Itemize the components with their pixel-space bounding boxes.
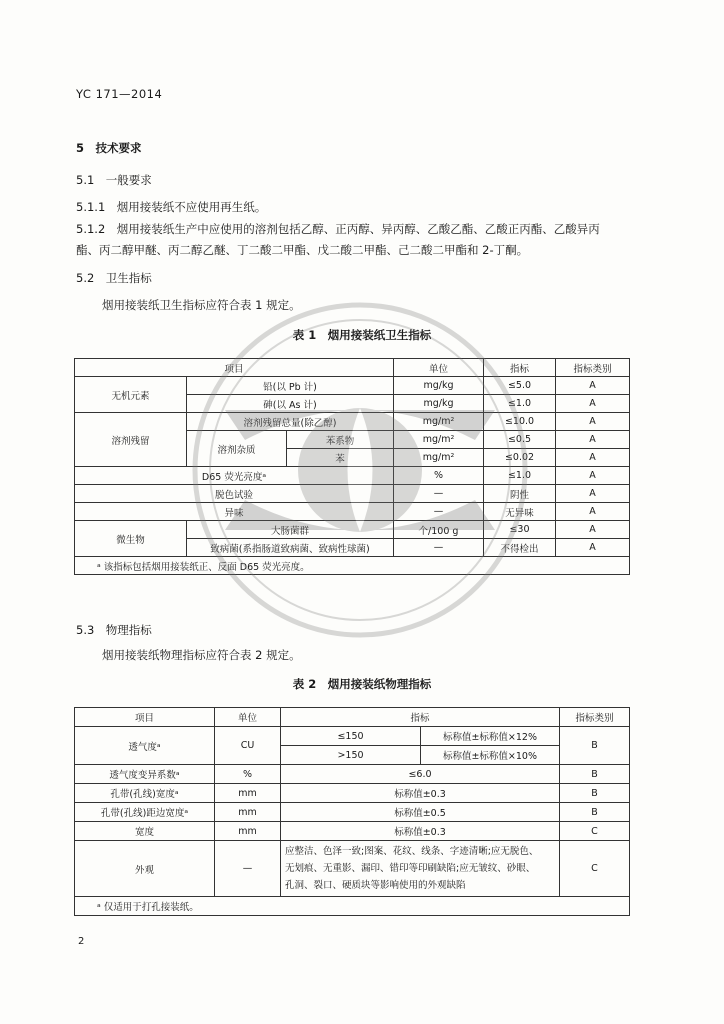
table-row [75, 485, 630, 503]
section-5-2-heading: 5.2 卫生指标 [76, 271, 152, 285]
cell-limit: 不得检出 [484, 539, 556, 557]
cell-limit: 标称值±0.5 [281, 803, 560, 822]
cell-limit: 阴性 [484, 485, 556, 503]
table-row [75, 803, 630, 822]
table-header: 指标类别 [560, 708, 630, 727]
para-5-2: 烟用接装纸卫生指标应符合表 1 规定。 [102, 298, 301, 312]
section-5-3-heading: 5.3 物理指标 [76, 623, 152, 637]
cell-unit: mg/m² [394, 413, 484, 431]
cell-unit: 个/100 g [394, 521, 484, 539]
cell-limit: ≤1.0 [484, 395, 556, 413]
page-number: 2 [78, 936, 85, 947]
cell-unit: — [394, 485, 484, 503]
cell-unit: mm [215, 803, 281, 822]
table1-caption: 表 1 烟用接装纸卫生指标 [292, 328, 432, 342]
table-row [75, 765, 630, 784]
subgroup-label: 溶剂杂质 [187, 431, 287, 467]
cell-limit: ≤30 [484, 521, 556, 539]
cell-unit: % [215, 765, 281, 784]
table-row [75, 841, 630, 897]
para-5-1-2-line2: 酯、丙二醇甲醚、丙二醇乙醚、丁二酸二甲酯、戊二酸二甲酯、己二酸二甲酯和 2-丁酮。 [76, 243, 529, 257]
cell-item: 透气度ᵃ [75, 727, 215, 765]
table-row [75, 467, 630, 485]
cell-unit: mg/kg [394, 377, 484, 395]
cell-category: A [556, 521, 630, 539]
cell-unit: — [394, 539, 484, 557]
cell-item: 大肠菌群 [187, 521, 394, 539]
table2-caption: 表 2 烟用接装纸物理指标 [292, 677, 432, 691]
table-header: 项目 [75, 708, 215, 727]
cell-item: 砷(以 As 计) [187, 395, 394, 413]
cell-item: 透气度变异系数ᵃ [75, 765, 215, 784]
table2-footnote: ᵃ 仅适用于打孔接装纸。 [75, 897, 630, 916]
cell-category: C [560, 822, 630, 841]
table-header: 指标类别 [556, 359, 630, 377]
table-row [75, 521, 630, 539]
cell-category: B [560, 765, 630, 784]
cell-category: B [560, 727, 630, 765]
cell-category: A [556, 503, 630, 521]
table-header: 单位 [394, 359, 484, 377]
section-5-heading: 5 技术要求 [76, 141, 142, 155]
cell-unit: mm [215, 822, 281, 841]
table-row [75, 784, 630, 803]
cell-item: 脱色试验 [75, 485, 394, 503]
cell-unit: mg/kg [394, 395, 484, 413]
cell-item: 铅(以 Pb 计) [187, 377, 394, 395]
table-header: 指标 [281, 708, 560, 727]
cell-category: A [556, 431, 630, 449]
cell-unit: mg/m² [394, 431, 484, 449]
cell-item: 异味 [75, 503, 394, 521]
cell-category: A [556, 449, 630, 467]
appearance-line-1: 应整洁、色泽一致;图案、花纹、线条、字迹清晰;应无脱色、 [285, 846, 539, 857]
table-footnote-row [75, 557, 630, 575]
cell-limit: 无异味 [484, 503, 556, 521]
cell-item: 溶剂残留总量(除乙醇) [187, 413, 394, 431]
cell-item: 致病菌(系指肠道致病菌、致病性球菌) [187, 539, 394, 557]
section-5-1-heading: 5.1 一般要求 [76, 173, 152, 187]
cell-unit: % [394, 467, 484, 485]
cell-limit: ≤0.5 [484, 431, 556, 449]
cell-limit: ≤1.0 [484, 467, 556, 485]
cell-item: 外观 [75, 841, 215, 897]
para-5-1-1: 5.1.1 烟用接装纸不应使用再生纸。 [76, 200, 267, 214]
para-5-3: 烟用接装纸物理指标应符合表 2 规定。 [102, 648, 301, 662]
table-header-row [75, 359, 630, 377]
cell-item: D65 荧光亮度ᵃ [75, 467, 394, 485]
cell-limit [281, 841, 560, 897]
table-row [75, 503, 630, 521]
table1-footnote: ᵃ 该指标包括烟用接装纸正、反面 D65 荧光亮度。 [75, 557, 630, 575]
table-header: 指标 [484, 359, 556, 377]
cell-condition: ≤150 [281, 727, 421, 746]
para-5-1-2-line1: 5.1.2 烟用接装纸生产中应使用的溶剂包括乙醇、正丙醇、异丙醇、乙酸乙酯、乙酸正丙酯、乙酸异丙 [76, 222, 600, 236]
appearance-line-3: 孔洞、裂口、硬质块等影响使用的外观缺陷 [285, 880, 466, 891]
cell-limit: ≤6.0 [281, 765, 560, 784]
table-row [75, 377, 630, 395]
cell-unit: CU [215, 727, 281, 765]
cell-limit: ≤0.02 [484, 449, 556, 467]
cell-limit: 标称值±0.3 [281, 784, 560, 803]
cell-limit: 标称值±标称值×10% [421, 746, 560, 765]
table-header: 项目 [75, 359, 394, 377]
cell-limit: 标称值±0.3 [281, 822, 560, 841]
cell-unit: mg/m² [394, 449, 484, 467]
table2-physical [74, 707, 630, 916]
cell-category: A [556, 413, 630, 431]
cell-category: A [556, 539, 630, 557]
table-header: 单位 [215, 708, 281, 727]
cell-unit: mm [215, 784, 281, 803]
cell-category: C [560, 841, 630, 897]
cell-limit: 标称值±标称值×12% [421, 727, 560, 746]
cell-unit: — [394, 503, 484, 521]
standard-number: YC 171—2014 [76, 87, 163, 101]
table-row [75, 413, 630, 431]
group-label: 微生物 [75, 521, 187, 557]
cell-item: 孔带(孔线)距边宽度ᵃ [75, 803, 215, 822]
table1-hygiene [74, 358, 630, 575]
cell-limit: ≤5.0 [484, 377, 556, 395]
cell-category: A [556, 485, 630, 503]
cell-condition: >150 [281, 746, 421, 765]
group-label: 无机元素 [75, 377, 187, 413]
table-row [75, 727, 630, 746]
cell-item: 苯 [287, 449, 394, 467]
table-footnote-row [75, 897, 630, 916]
cell-item: 孔带(孔线)宽度ᵃ [75, 784, 215, 803]
table-header-row [75, 708, 630, 727]
cell-category: B [560, 803, 630, 822]
cell-unit: — [215, 841, 281, 897]
cell-item: 宽度 [75, 822, 215, 841]
cell-limit: ≤10.0 [484, 413, 556, 431]
table-row [75, 822, 630, 841]
appearance-line-2: 无划痕、无重影、漏印、错印等印刷缺陷;应无皱纹、砂眼、 [285, 863, 536, 874]
cell-category: A [556, 467, 630, 485]
cell-category: B [560, 784, 630, 803]
group-label: 溶剂残留 [75, 413, 187, 467]
cell-category: A [556, 395, 630, 413]
cell-category: A [556, 377, 630, 395]
cell-item: 苯系物 [287, 431, 394, 449]
